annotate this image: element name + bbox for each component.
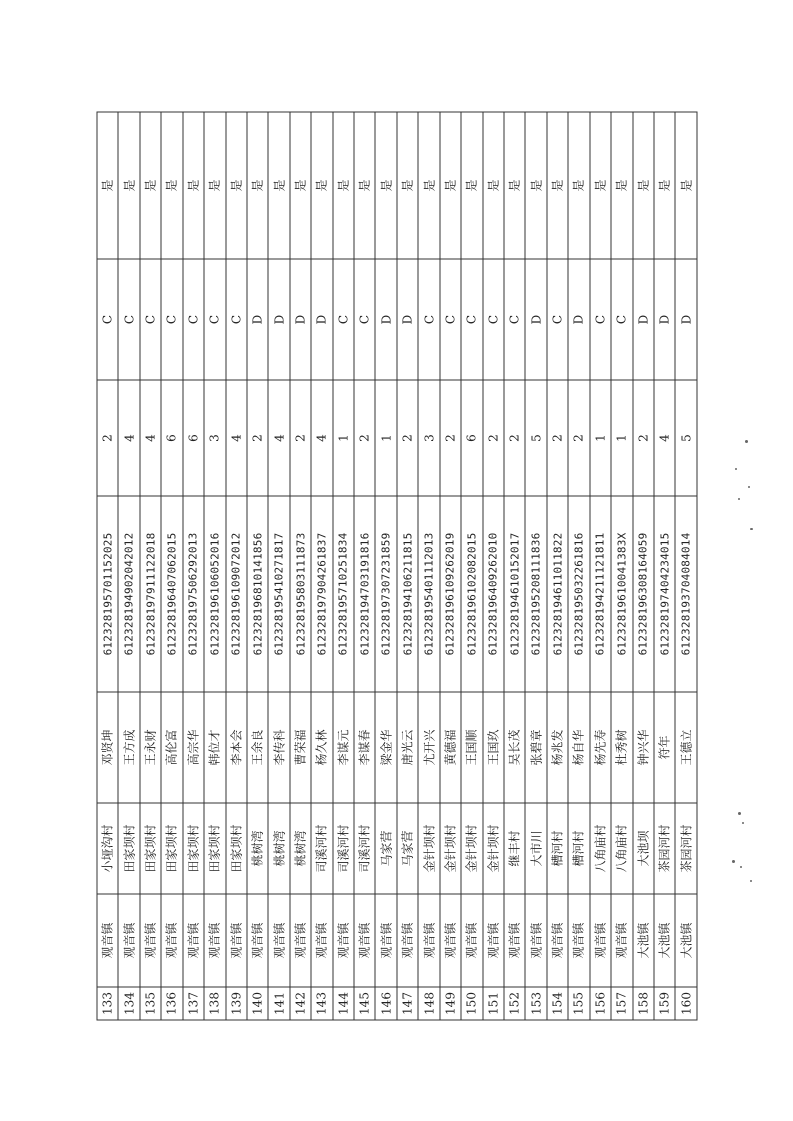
row-number: 145 bbox=[354, 987, 375, 1020]
household-count-cell: 1 bbox=[589, 380, 610, 496]
name-cell: 王余良 bbox=[246, 692, 267, 803]
id-number-cell: 612328196407062015 bbox=[161, 496, 182, 692]
eligible-cell: 是 bbox=[268, 112, 289, 259]
town-cell: 观音镇 bbox=[268, 894, 289, 987]
household-count-cell: 4 bbox=[311, 380, 332, 496]
id-number-cell: 612328194611011822 bbox=[546, 496, 567, 692]
table-body bbox=[97, 112, 697, 1020]
id-number-cell: 612328193704084014 bbox=[675, 496, 697, 692]
eligible-cell: 是 bbox=[354, 112, 375, 259]
name-cell: 王德立 bbox=[675, 692, 697, 803]
town-cell: 观音镇 bbox=[161, 894, 182, 987]
id-number-cell: 612328197911122018 bbox=[139, 496, 160, 692]
table-row bbox=[97, 112, 118, 1020]
grade-cell: D bbox=[246, 259, 267, 380]
household-count-cell: 2 bbox=[354, 380, 375, 496]
household-count-cell: 2 bbox=[568, 380, 589, 496]
name-cell: 高伦富 bbox=[161, 692, 182, 803]
name-cell: 唐光云 bbox=[396, 692, 417, 803]
name-cell: 杨自华 bbox=[568, 692, 589, 803]
name-cell: 王永财 bbox=[139, 692, 160, 803]
village-cell: 桃树湾 bbox=[268, 803, 289, 894]
row-number: 158 bbox=[632, 987, 653, 1020]
row-number: 150 bbox=[461, 987, 482, 1020]
town-cell: 观音镇 bbox=[118, 894, 139, 987]
household-count-cell: 3 bbox=[204, 380, 225, 496]
village-cell: 司溪河村 bbox=[354, 803, 375, 894]
household-count-cell: 4 bbox=[139, 380, 160, 496]
grade-cell: D bbox=[289, 259, 310, 380]
village-cell: 大市川 bbox=[525, 803, 546, 894]
town-cell: 观音镇 bbox=[482, 894, 503, 987]
row-number: 151 bbox=[482, 987, 503, 1020]
table-row bbox=[246, 112, 267, 1020]
id-number-cell: 612328195032261816 bbox=[568, 496, 589, 692]
name-cell: 邓贤坤 bbox=[97, 692, 118, 803]
row-number: 139 bbox=[225, 987, 246, 1020]
name-cell: 杜秀树 bbox=[611, 692, 632, 803]
eligible-cell: 是 bbox=[653, 112, 674, 259]
grade-cell: C bbox=[482, 259, 503, 380]
row-number: 138 bbox=[204, 987, 225, 1020]
name-cell: 韩位才 bbox=[204, 692, 225, 803]
name-cell: 李传科 bbox=[268, 692, 289, 803]
grade-cell: C bbox=[139, 259, 160, 380]
village-cell: 大池坝 bbox=[632, 803, 653, 894]
id-number-cell: 612328197307231859 bbox=[375, 496, 396, 692]
scan-speck bbox=[732, 860, 735, 863]
village-cell: 田家坝村 bbox=[204, 803, 225, 894]
eligible-cell: 是 bbox=[289, 112, 310, 259]
village-cell: 马家营 bbox=[375, 803, 396, 894]
id-number-cell: 612328195803111873 bbox=[289, 496, 310, 692]
row-number: 149 bbox=[439, 987, 460, 1020]
row-number: 147 bbox=[396, 987, 417, 1020]
table-row bbox=[675, 112, 697, 1020]
table-row bbox=[632, 112, 653, 1020]
name-cell: 符年 bbox=[653, 692, 674, 803]
town-cell: 观音镇 bbox=[311, 894, 332, 987]
row-number: 152 bbox=[504, 987, 525, 1020]
town-cell: 观音镇 bbox=[546, 894, 567, 987]
town-cell: 观音镇 bbox=[568, 894, 589, 987]
town-cell: 观音镇 bbox=[461, 894, 482, 987]
household-count-cell: 1 bbox=[332, 380, 353, 496]
grade-cell: C bbox=[439, 259, 460, 380]
eligible-cell: 是 bbox=[525, 112, 546, 259]
name-cell: 李谋元 bbox=[332, 692, 353, 803]
name-cell: 李本会 bbox=[225, 692, 246, 803]
town-cell: 观音镇 bbox=[396, 894, 417, 987]
grade-cell: C bbox=[546, 259, 567, 380]
eligible-cell: 是 bbox=[332, 112, 353, 259]
name-cell: 杨久林 bbox=[311, 692, 332, 803]
eligible-cell: 是 bbox=[161, 112, 182, 259]
village-cell: 田家坝村 bbox=[225, 803, 246, 894]
eligible-cell: 是 bbox=[311, 112, 332, 259]
household-count-cell: 4 bbox=[653, 380, 674, 496]
village-cell: 继丰村 bbox=[504, 803, 525, 894]
village-cell: 八角庙村 bbox=[611, 803, 632, 894]
table-row bbox=[611, 112, 632, 1020]
household-count-cell: 1 bbox=[375, 380, 396, 496]
table-row bbox=[161, 112, 182, 1020]
town-cell: 观音镇 bbox=[375, 894, 396, 987]
eligible-cell: 是 bbox=[246, 112, 267, 259]
household-count-cell: 2 bbox=[246, 380, 267, 496]
grade-cell: D bbox=[396, 259, 417, 380]
row-number: 133 bbox=[97, 987, 118, 1020]
table-row bbox=[396, 112, 417, 1020]
table-row bbox=[439, 112, 460, 1020]
row-number: 137 bbox=[182, 987, 203, 1020]
row-number: 135 bbox=[139, 987, 160, 1020]
id-number-cell: 612328194902042012 bbox=[118, 496, 139, 692]
eligible-cell: 是 bbox=[225, 112, 246, 259]
grade-cell: C bbox=[118, 259, 139, 380]
row-number: 146 bbox=[375, 987, 396, 1020]
table-row bbox=[568, 112, 589, 1020]
town-cell: 观音镇 bbox=[139, 894, 160, 987]
scan-speck bbox=[735, 468, 737, 470]
household-count-cell: 6 bbox=[182, 380, 203, 496]
town-cell: 观音镇 bbox=[439, 894, 460, 987]
town-cell: 观音镇 bbox=[504, 894, 525, 987]
id-number-cell: 612328194106211815 bbox=[396, 496, 417, 692]
table-row bbox=[139, 112, 160, 1020]
village-cell: 马家营 bbox=[396, 803, 417, 894]
table-wrapper bbox=[96, 120, 697, 1020]
name-cell: 李谋春 bbox=[354, 692, 375, 803]
name-cell: 尤开兴 bbox=[418, 692, 439, 803]
grade-cell: C bbox=[504, 259, 525, 380]
eligible-cell: 是 bbox=[461, 112, 482, 259]
village-cell: 司溪河村 bbox=[311, 803, 332, 894]
table-row bbox=[118, 112, 139, 1020]
village-cell: 小垭沟村 bbox=[97, 803, 118, 894]
grade-cell: C bbox=[182, 259, 203, 380]
town-cell: 观音镇 bbox=[225, 894, 246, 987]
grade-cell: D bbox=[268, 259, 289, 380]
table-row bbox=[589, 112, 610, 1020]
table-row bbox=[482, 112, 503, 1020]
grade-cell: C bbox=[161, 259, 182, 380]
village-cell: 司溪河村 bbox=[332, 803, 353, 894]
eligible-cell: 是 bbox=[439, 112, 460, 259]
household-count-cell: 3 bbox=[418, 380, 439, 496]
grade-cell: C bbox=[418, 259, 439, 380]
id-number-cell: 612328196109262019 bbox=[439, 496, 460, 692]
id-number-cell: 612328196106052016 bbox=[204, 496, 225, 692]
row-number: 134 bbox=[118, 987, 139, 1020]
household-count-cell: 2 bbox=[504, 380, 525, 496]
id-number-cell: 612328196810141856 bbox=[246, 496, 267, 692]
grade-cell: C bbox=[204, 259, 225, 380]
scan-speck bbox=[738, 812, 741, 815]
grade-cell: D bbox=[311, 259, 332, 380]
village-cell: 金针坝村 bbox=[461, 803, 482, 894]
village-cell: 茶园河村 bbox=[675, 803, 697, 894]
name-cell: 梁金华 bbox=[375, 692, 396, 803]
name-cell: 王方成 bbox=[118, 692, 139, 803]
row-number: 141 bbox=[268, 987, 289, 1020]
village-cell: 田家坝村 bbox=[161, 803, 182, 894]
village-cell: 金针坝村 bbox=[418, 803, 439, 894]
village-cell: 田家坝村 bbox=[139, 803, 160, 894]
id-number-cell: 612328197904261837 bbox=[311, 496, 332, 692]
table-row bbox=[354, 112, 375, 1020]
id-number-cell: 612328195410271817 bbox=[268, 496, 289, 692]
village-cell: 金针坝村 bbox=[482, 803, 503, 894]
id-number-cell: 612328194703191816 bbox=[354, 496, 375, 692]
town-cell: 大池镇 bbox=[653, 894, 674, 987]
table-row bbox=[268, 112, 289, 1020]
id-number-cell: 612328196102082015 bbox=[461, 496, 482, 692]
household-count-cell: 2 bbox=[632, 380, 653, 496]
table-row bbox=[375, 112, 396, 1020]
row-number: 142 bbox=[289, 987, 310, 1020]
household-count-cell: 4 bbox=[268, 380, 289, 496]
eligible-cell: 是 bbox=[675, 112, 697, 259]
table-row bbox=[182, 112, 203, 1020]
eligible-cell: 是 bbox=[546, 112, 567, 259]
household-count-cell: 6 bbox=[161, 380, 182, 496]
village-cell: 桃树湾 bbox=[289, 803, 310, 894]
table-row bbox=[461, 112, 482, 1020]
id-number-cell: 612328196308164059 bbox=[632, 496, 653, 692]
table-row bbox=[653, 112, 674, 1020]
name-cell: 吴长茂 bbox=[504, 692, 525, 803]
eligible-cell: 是 bbox=[611, 112, 632, 259]
scan-speck bbox=[750, 880, 752, 882]
row-number: 157 bbox=[611, 987, 632, 1020]
household-count-cell: 5 bbox=[525, 380, 546, 496]
household-count-cell: 2 bbox=[97, 380, 118, 496]
town-cell: 观音镇 bbox=[525, 894, 546, 987]
table-row bbox=[311, 112, 332, 1020]
eligible-cell: 是 bbox=[504, 112, 525, 259]
household-count-cell: 2 bbox=[439, 380, 460, 496]
town-cell: 大池镇 bbox=[632, 894, 653, 987]
data-table bbox=[96, 111, 697, 1020]
name-cell: 王国顺 bbox=[461, 692, 482, 803]
scan-speck bbox=[748, 486, 750, 488]
id-number-cell: 612328196409262010 bbox=[482, 496, 503, 692]
row-number: 148 bbox=[418, 987, 439, 1020]
id-number-cell: 612328196109072012 bbox=[225, 496, 246, 692]
eligible-cell: 是 bbox=[204, 112, 225, 259]
row-number: 155 bbox=[568, 987, 589, 1020]
table-row bbox=[204, 112, 225, 1020]
household-count-cell: 4 bbox=[118, 380, 139, 496]
table-row bbox=[289, 112, 310, 1020]
scan-speck bbox=[740, 866, 742, 868]
household-count-cell: 2 bbox=[546, 380, 567, 496]
row-number: 140 bbox=[246, 987, 267, 1020]
id-number-cell: 612328197404234015 bbox=[653, 496, 674, 692]
eligible-cell: 是 bbox=[182, 112, 203, 259]
row-number: 144 bbox=[332, 987, 353, 1020]
scan-speck bbox=[745, 440, 748, 443]
village-cell: 槽河村 bbox=[568, 803, 589, 894]
row-number: 159 bbox=[653, 987, 674, 1020]
grade-cell: D bbox=[375, 259, 396, 380]
eligible-cell: 是 bbox=[589, 112, 610, 259]
name-cell: 王国玖 bbox=[482, 692, 503, 803]
grade-cell: C bbox=[332, 259, 353, 380]
name-cell: 张碧章 bbox=[525, 692, 546, 803]
name-cell: 杨兆发 bbox=[546, 692, 567, 803]
household-count-cell: 2 bbox=[482, 380, 503, 496]
town-cell: 观音镇 bbox=[246, 894, 267, 987]
household-count-cell: 2 bbox=[289, 380, 310, 496]
table-row bbox=[546, 112, 567, 1020]
grade-cell: D bbox=[653, 259, 674, 380]
household-count-cell: 5 bbox=[675, 380, 697, 496]
name-cell: 黄德福 bbox=[439, 692, 460, 803]
town-cell: 观音镇 bbox=[97, 894, 118, 987]
grade-cell: C bbox=[611, 259, 632, 380]
town-cell: 观音镇 bbox=[589, 894, 610, 987]
town-cell: 观音镇 bbox=[332, 894, 353, 987]
village-cell: 桃树湾 bbox=[246, 803, 267, 894]
table-row bbox=[225, 112, 246, 1020]
grade-cell: C bbox=[461, 259, 482, 380]
village-cell: 槽河村 bbox=[546, 803, 567, 894]
household-count-cell: 1 bbox=[611, 380, 632, 496]
id-number-cell: 612328194211121811 bbox=[589, 496, 610, 692]
eligible-cell: 是 bbox=[396, 112, 417, 259]
eligible-cell: 是 bbox=[632, 112, 653, 259]
grade-cell: D bbox=[525, 259, 546, 380]
scan-speck bbox=[750, 528, 753, 530]
table-row bbox=[418, 112, 439, 1020]
grade-cell: C bbox=[97, 259, 118, 380]
grade-cell: D bbox=[675, 259, 697, 380]
eligible-cell: 是 bbox=[482, 112, 503, 259]
id-number-cell: 612328194610152017 bbox=[504, 496, 525, 692]
village-cell: 田家坝村 bbox=[182, 803, 203, 894]
id-number-cell: 612328195701152025 bbox=[97, 496, 118, 692]
name-cell: 杨先寿 bbox=[589, 692, 610, 803]
grade-cell: D bbox=[632, 259, 653, 380]
town-cell: 观音镇 bbox=[418, 894, 439, 987]
eligible-cell: 是 bbox=[375, 112, 396, 259]
table-row bbox=[332, 112, 353, 1020]
town-cell: 观音镇 bbox=[204, 894, 225, 987]
table-row bbox=[525, 112, 546, 1020]
row-number: 154 bbox=[546, 987, 567, 1020]
name-cell: 钟兴华 bbox=[632, 692, 653, 803]
household-count-cell: 6 bbox=[461, 380, 482, 496]
eligible-cell: 是 bbox=[118, 112, 139, 259]
table-row bbox=[504, 112, 525, 1020]
name-cell: 曹荣福 bbox=[289, 692, 310, 803]
id-number-cell: 612328195208111836 bbox=[525, 496, 546, 692]
scan-speck bbox=[742, 822, 744, 824]
town-cell: 观音镇 bbox=[182, 894, 203, 987]
id-number-cell: 61232819610041383X bbox=[611, 496, 632, 692]
grade-cell: C bbox=[354, 259, 375, 380]
village-cell: 茶园河村 bbox=[653, 803, 674, 894]
grade-cell: C bbox=[589, 259, 610, 380]
household-count-cell: 4 bbox=[225, 380, 246, 496]
town-cell: 观音镇 bbox=[289, 894, 310, 987]
grade-cell: D bbox=[568, 259, 589, 380]
row-number: 136 bbox=[161, 987, 182, 1020]
eligible-cell: 是 bbox=[139, 112, 160, 259]
town-cell: 大池镇 bbox=[675, 894, 697, 987]
id-number-cell: 612328195401112013 bbox=[418, 496, 439, 692]
row-number: 153 bbox=[525, 987, 546, 1020]
village-cell: 八角庙村 bbox=[589, 803, 610, 894]
household-count-cell: 2 bbox=[396, 380, 417, 496]
town-cell: 观音镇 bbox=[354, 894, 375, 987]
row-number: 143 bbox=[311, 987, 332, 1020]
row-number: 160 bbox=[675, 987, 697, 1020]
eligible-cell: 是 bbox=[568, 112, 589, 259]
village-cell: 金针坝村 bbox=[439, 803, 460, 894]
eligible-cell: 是 bbox=[418, 112, 439, 259]
grade-cell: C bbox=[225, 259, 246, 380]
village-cell: 田家坝村 bbox=[118, 803, 139, 894]
id-number-cell: 612328197506292013 bbox=[182, 496, 203, 692]
row-number: 156 bbox=[589, 987, 610, 1020]
town-cell: 观音镇 bbox=[611, 894, 632, 987]
id-number-cell: 612328195710251834 bbox=[332, 496, 353, 692]
eligible-cell: 是 bbox=[97, 112, 118, 259]
name-cell: 高宗华 bbox=[182, 692, 203, 803]
scan-speck bbox=[738, 498, 740, 500]
